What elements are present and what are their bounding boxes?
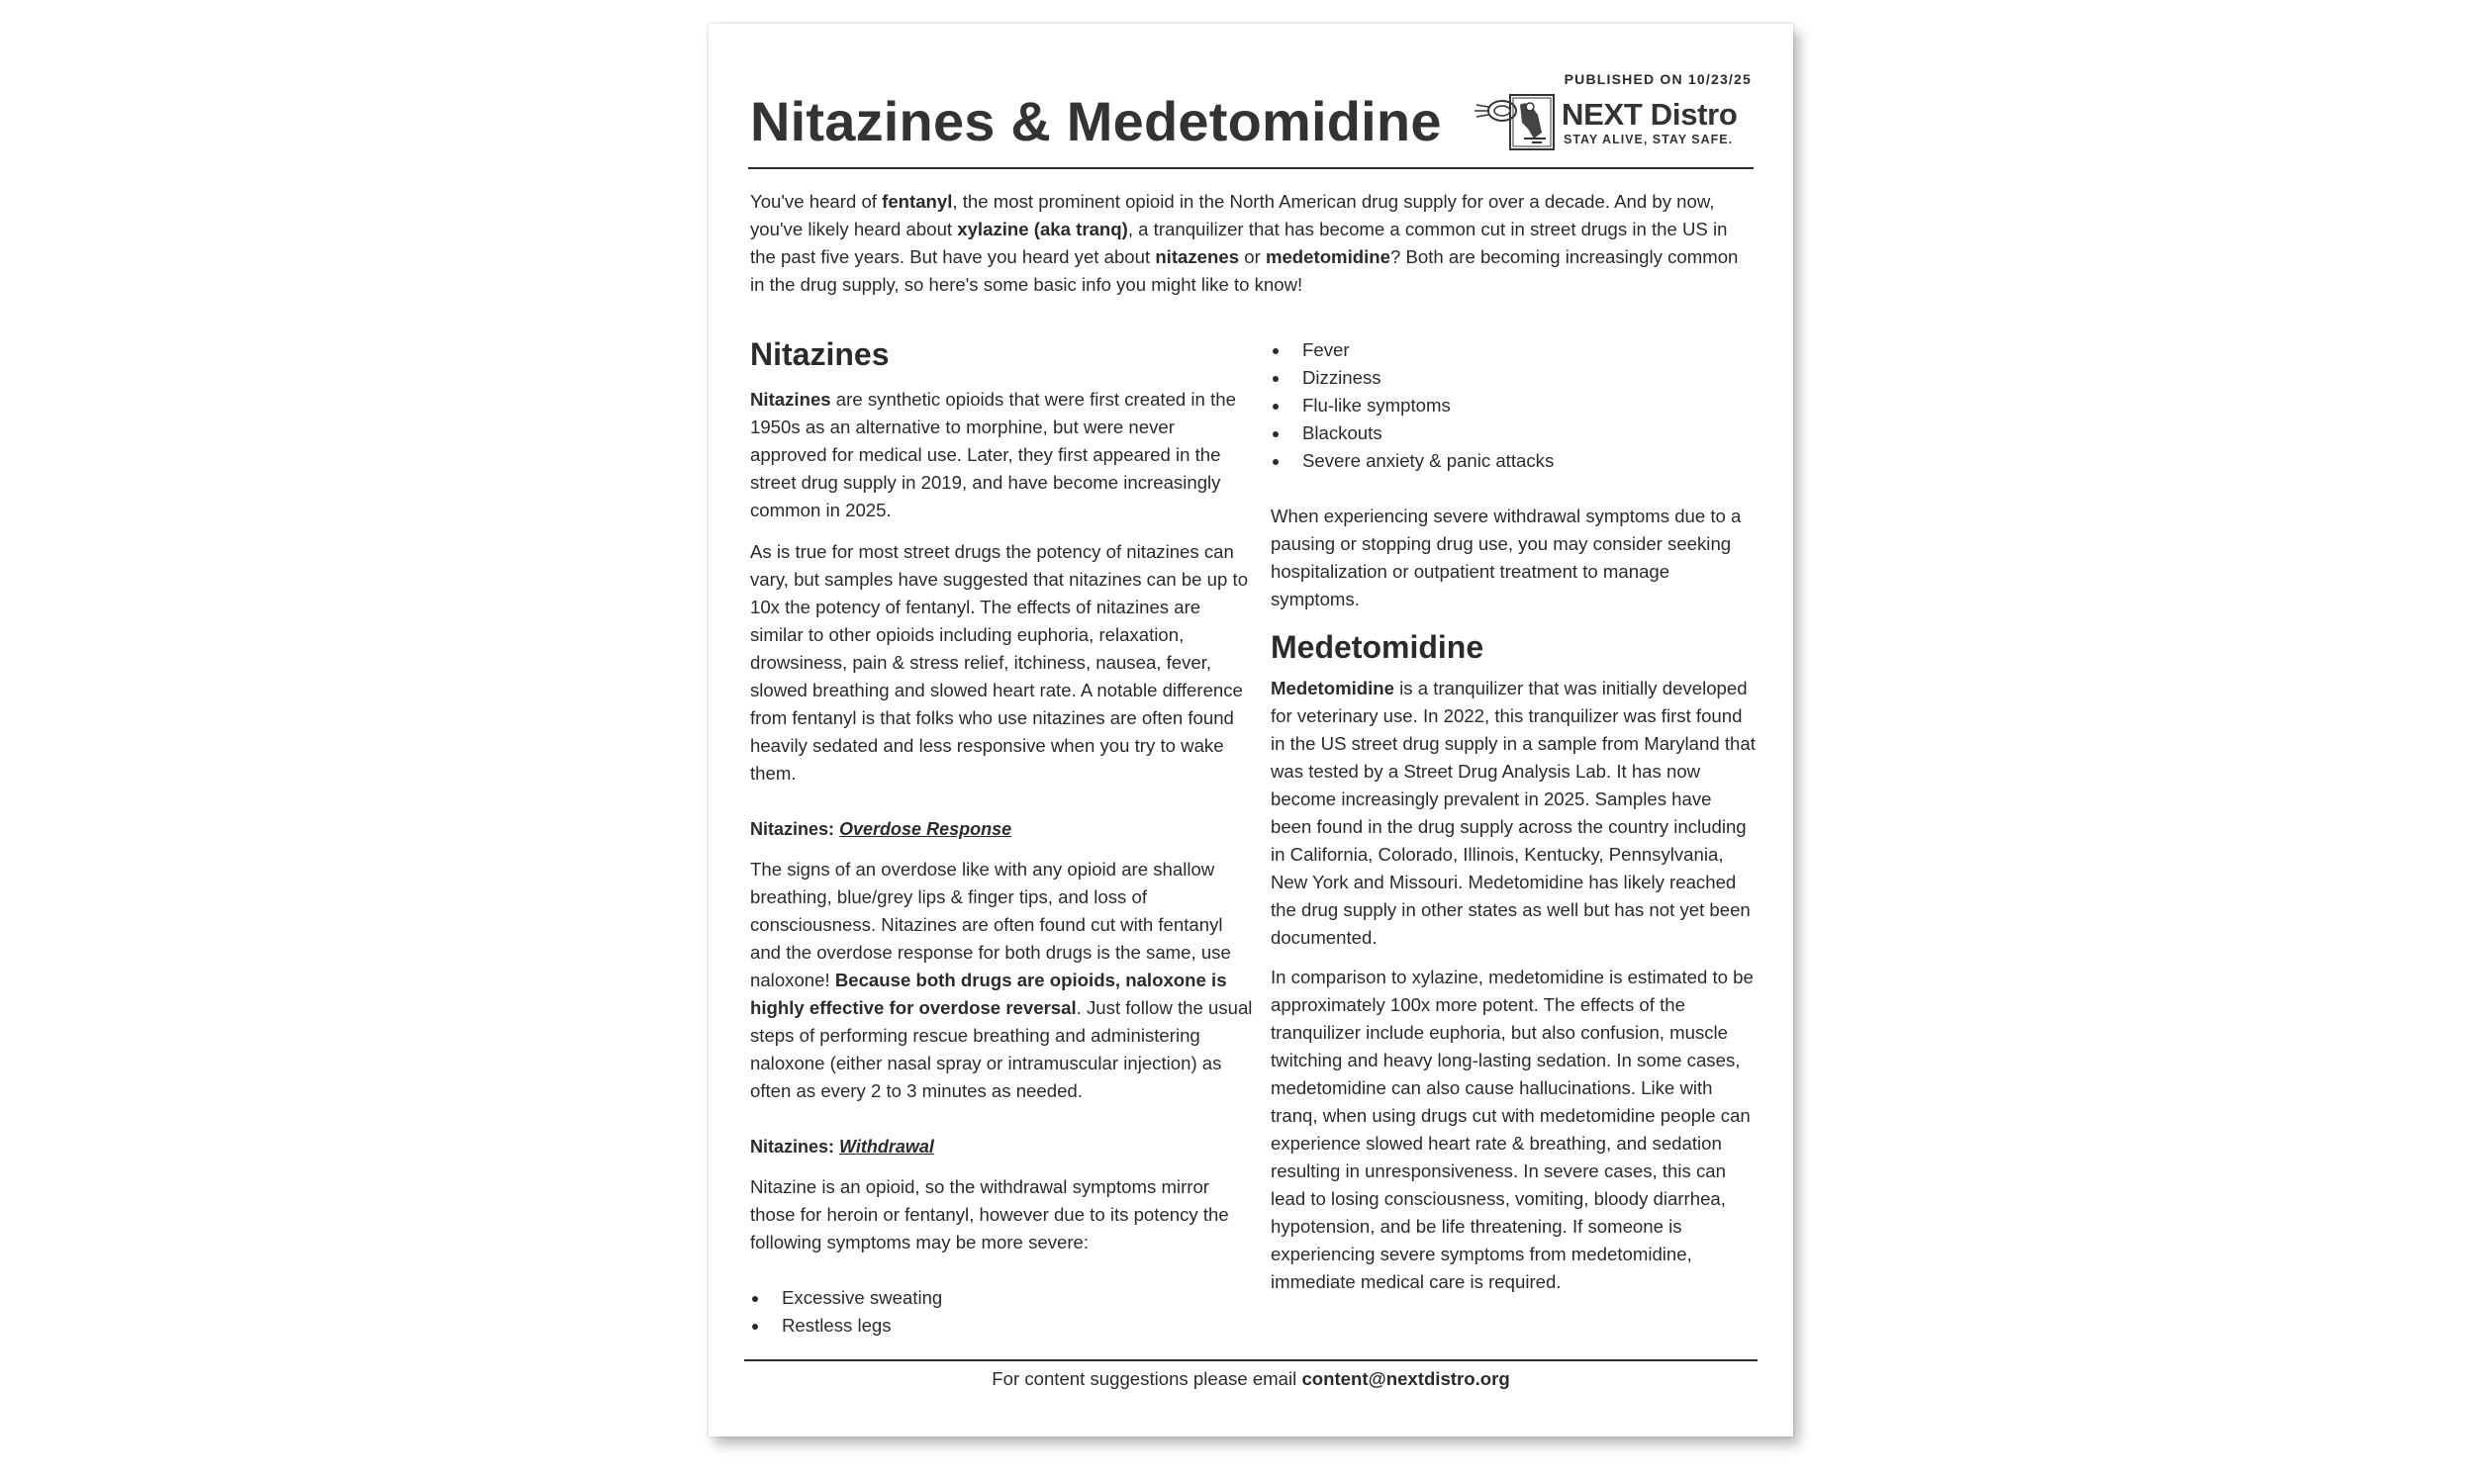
right-column <box>1271 336 1756 1296</box>
logo-mark-icon <box>1473 93 1562 152</box>
withdrawal-link: Withdrawal <box>839 1137 934 1157</box>
list-item: Severe anxiety & panic attacks <box>1271 447 1756 475</box>
header-divider <box>748 167 1754 169</box>
nitazines-heading: Nitazines <box>750 336 890 372</box>
logo-tagline: STAY ALIVE, STAY SAFE. <box>1564 133 1734 146</box>
overdose-response-link: Overdose Response <box>839 819 1012 839</box>
footer-divider <box>744 1359 1758 1361</box>
list-item: Dizziness <box>1271 364 1756 392</box>
list-item: Blackouts <box>1271 419 1756 447</box>
withdrawal-subheading: Nitazines: Withdrawal <box>750 1137 934 1157</box>
flyer-page <box>709 24 1793 1437</box>
overdose-subheading: Nitazines: Overdose Response <box>750 819 1012 839</box>
published-date: PUBLISHED ON 10/23/25 <box>1564 71 1752 87</box>
contact-email-link[interactable]: content@nextdistro.org <box>1301 1368 1510 1389</box>
list-item: Fever <box>1271 336 1756 364</box>
page-title: Nitazines & Medetomidine <box>750 90 1442 152</box>
medetomidine-intro: Medetomidine is a tranquilizer that was initially developed for veterinary use. In 2022, this tranquilizer was first found in the US street drug supply in a sample from Maryland that was tested by a Street Drug Analysis Lab. It has now become increasingly prevalent in 2025. Samples have been found in the drug supply across the country including in California, Colorado, Illinois, Kentucky, Pennsylvania, New York and Missouri. Medetomidine has likely reached the drug supply in other states as well but has not yet been documented. <box>1271 678 1756 948</box>
left-column <box>750 313 1255 1340</box>
list-item: Flu-like symptoms <box>1271 392 1756 419</box>
withdrawal-symptoms-list-b <box>1271 336 1756 475</box>
nitazines-intro: Nitazines are synthetic opioids that were first created in the 1950s as an alternative to morphine, but were never approved for medical use. Later, they first appeared in the street drug supply in 2019, and have become increasingly common in 2025. <box>750 389 1236 520</box>
footer <box>709 1365 1793 1393</box>
intro-paragraph: You've heard of fentanyl, the most prominent opioid in the North American drug supply for over a decade. And by now, you've likely heard about xylazine (aka tranq), a tranquilizer that has become a common cut in street drugs in the US in the past five years. But have you heard yet about nitazenes or medetomidine? Both are becoming increasingly common in the drug supply, so here's some basic info you might like to know! <box>750 191 1739 295</box>
footer-text: For content suggestions please email <box>992 1368 1302 1389</box>
medetomidine-effects: In comparison to xylazine, medetomidine is estimated to be approximately 100x more potent. The effects of the tranquilizer include euphoria, but also confusion, muscle twitching and heavy long-lasting sedation. In some cases, medetomidine can also cause hallucinations. Like with tranq, when using drugs cut with medetomidine people can experience slowed heart rate & breathing, and sedation resulting in unresponsiveness. In severe cases, this can lead to losing consciousness, vomiting, bloody diarrhea, hypotension, and be life threatening. If someone is experiencing severe symptoms from medetomidine, immediate medical care is required. <box>1271 967 1754 1292</box>
withdrawal-paragraph: Nitazine is an opioid, so the withdrawal symptoms mirror those for heroin or fentanyl, however due to its potency the following symptoms may be more severe: <box>750 1176 1229 1252</box>
withdrawal-symptoms-list-a <box>750 1284 1255 1340</box>
withdrawal-treatment-note: When experiencing severe withdrawal symptoms due to a pausing or stopping drug use, you may consider seeking hospitalization or outpatient treatment to manage symptoms. <box>1271 506 1742 609</box>
list-item: Excessive sweating <box>750 1284 1255 1312</box>
next-distro-logo <box>1473 93 1752 152</box>
logo-name: NEXT Distro <box>1562 97 1738 132</box>
overdose-paragraph: The signs of an overdose like with any opioid are shallow breathing, blue/grey lips & finger tips, and loss of consciousness. Nitazines are often found cut with fentanyl and the overdose response for both drugs is the same, use naloxone! Because both drugs are opioids, naloxone is highly effective for overdose reversal. Just follow the usual steps of performing rescue breathing and administering naloxone (either nasal spray or intramuscular injection) as often as every 2 to 3 minutes as needed. <box>750 859 1253 1101</box>
nitazines-effects: As is true for most street drugs the potency of nitazines can vary, but samples have suggested that nitazines can be up to 10x the potency of fentanyl. The effects of nitazines are similar to other opioids including euphoria, relaxation, drowsiness, pain & stress relief, itchiness, nausea, fever, slowed breathing and slowed heart rate. A notable difference from fentanyl is that folks who use nitazines are often found heavily sedated and less responsive when you try to wake them. <box>750 541 1249 784</box>
medetomidine-heading: Medetomidine <box>1271 629 1484 665</box>
list-item: Restless legs <box>750 1312 1255 1340</box>
